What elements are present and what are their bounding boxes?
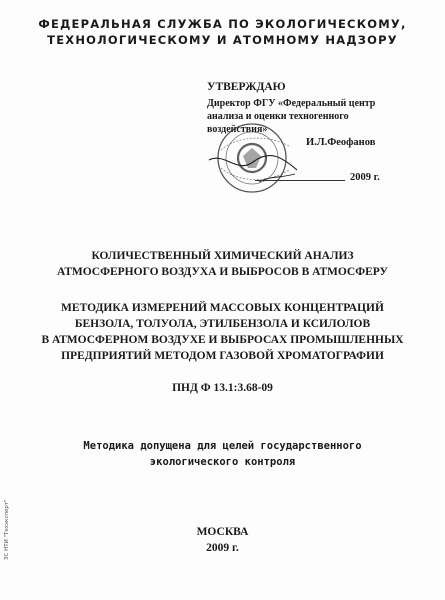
approval-line-3: воздействия»	[207, 124, 268, 135]
method-line-2: БЕНЗОЛА, ТОЛУОЛА, ЭТИЛБЕНЗОЛА И КСИЛОЛОВ	[74, 318, 371, 330]
agency-line-2: ТЕХНОЛОГИЧЕСКОМУ И АТОМНОМУ НАДЗОРУ	[47, 33, 398, 47]
approval-title: УТВЕРЖДАЮ	[207, 81, 286, 93]
note-line-2: экологического контроля	[149, 456, 296, 468]
approval-note	[0, 438, 445, 470]
publication-city: МОСКВА	[196, 526, 249, 538]
method-title	[0, 300, 445, 364]
agency-line-1: ФЕДЕРАЛЬНАЯ СЛУЖБА ПО ЭКОЛОГИЧЕСКОМУ,	[38, 17, 407, 31]
signature-line	[255, 180, 345, 181]
document-code: ПНД Ф 13.1:3.68-09	[172, 382, 273, 394]
approval-date: 2009 г.	[350, 172, 380, 183]
note-line-1: Методика допущена для целей государственного	[83, 440, 362, 452]
signer-name: И.Л.Феофанов	[306, 137, 376, 148]
method-line-3: В АТМОСФЕРНОМ ВОЗДУХЕ И ВЫБРОСАХ ПРОМЫШЛЕННЫХ	[41, 334, 404, 346]
approval-line-1: Директор ФГУ «Федеральный центр	[207, 98, 376, 109]
side-watermark: ЗС НТИ "Техэксперт"	[4, 499, 10, 560]
section-title	[0, 248, 445, 280]
agency-header	[0, 16, 445, 48]
approval-line-2: анализа и оценки техногенного	[207, 111, 349, 122]
publication-year: 2009 г.	[206, 542, 239, 554]
method-line-4: ПРЕДПРИЯТИЙ МЕТОДОМ ГАЗОВОЙ ХРОМАТОГРАФИИ	[61, 350, 384, 362]
method-line-1: МЕТОДИКА ИЗМЕРЕНИЙ МАССОВЫХ КОНЦЕНТРАЦИЙ	[61, 302, 384, 314]
official-stamp	[207, 116, 297, 196]
section-line-2: АТМОСФЕРНОГО ВОЗДУХА И ВЫБРОСОВ В АТМОСФЕРУ	[57, 266, 388, 278]
section-line-1: КОЛИЧЕСТВЕННЫЙ ХИМИЧЕСКИЙ АНАЛИЗ	[91, 250, 354, 262]
